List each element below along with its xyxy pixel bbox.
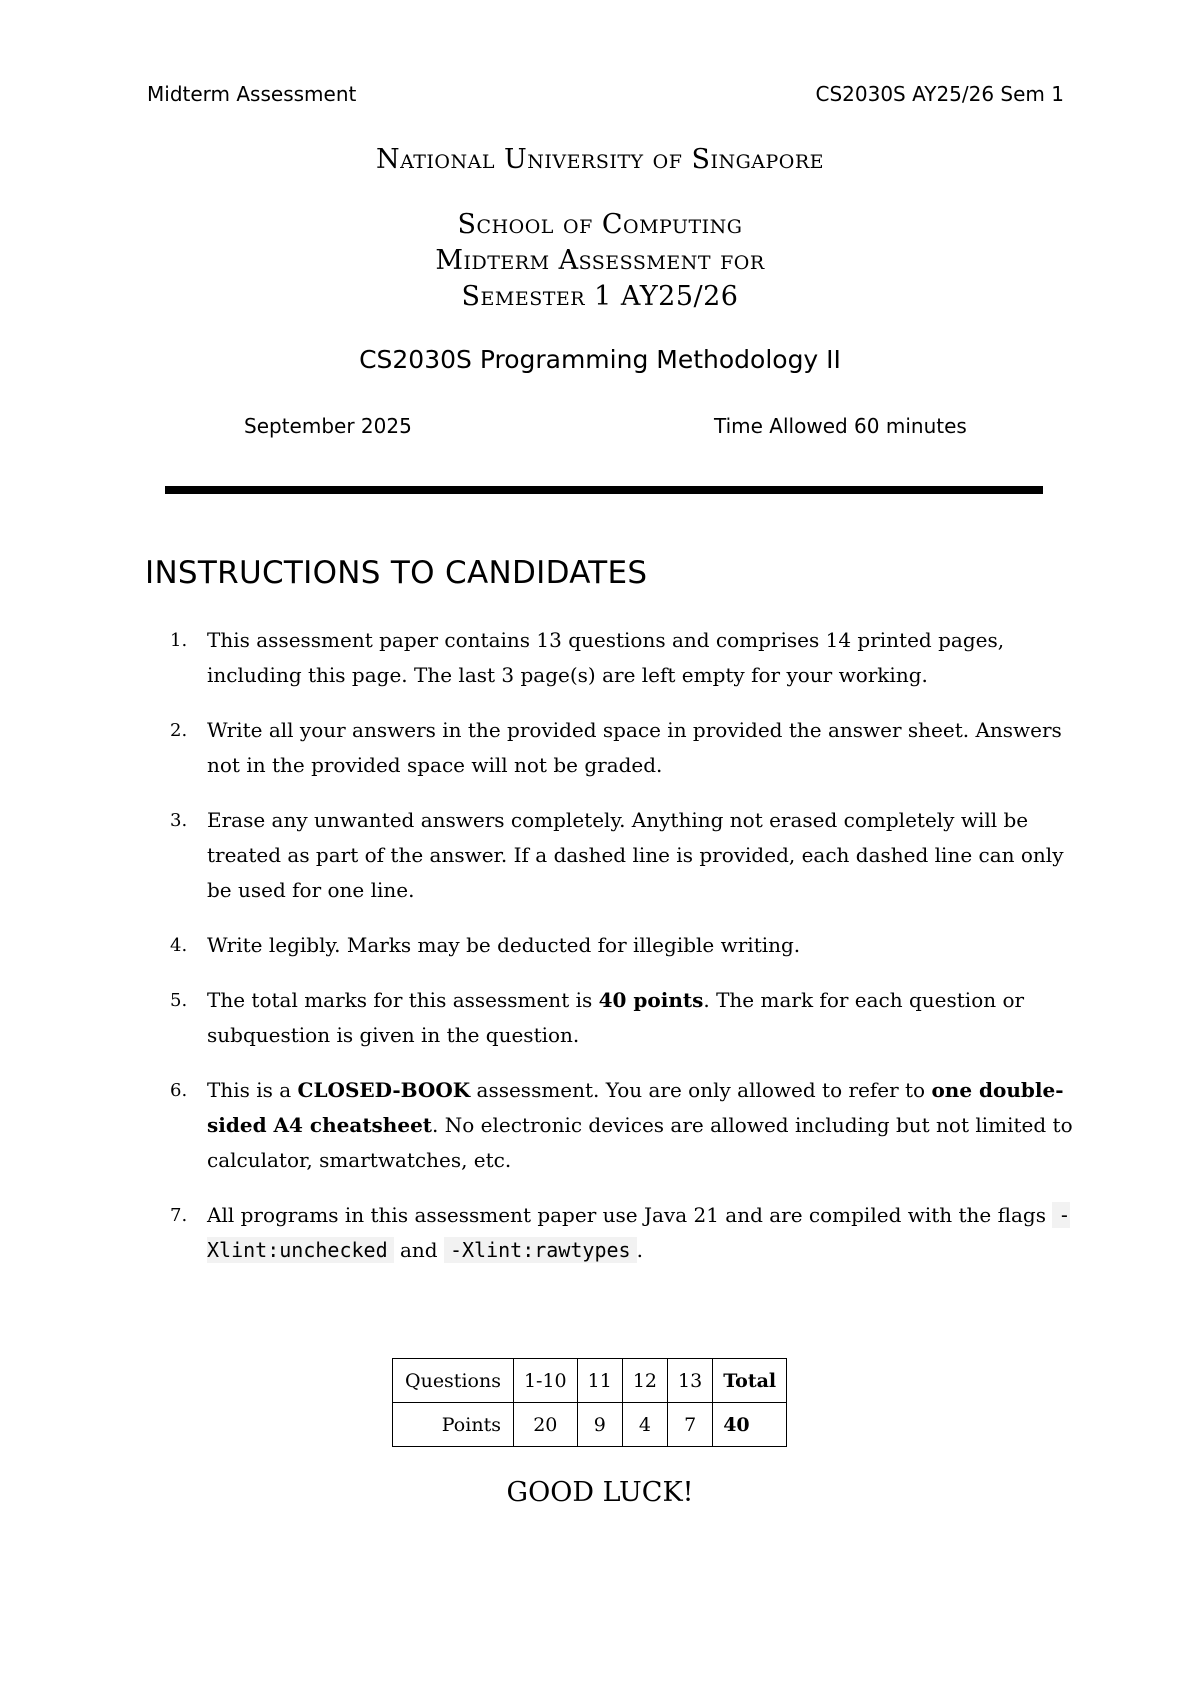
time-allowed: Time Allowed 60 minutes (714, 414, 967, 438)
table-cell: 11 (577, 1359, 622, 1403)
table-total-header: Total (713, 1359, 787, 1403)
code-flag: -Xlint:unchecked (207, 1203, 1071, 1262)
code-flag: -Xlint:rawtypes (444, 1237, 637, 1263)
good-luck-message: GOOD LUCK! (506, 1477, 694, 1508)
course-title: CS2030S Programming Methodology II (359, 345, 841, 374)
instruction-number: 4. (170, 935, 188, 956)
instruction-text: Write legibly. Marks may be deducted for illegible writing. (207, 933, 801, 957)
instruction-text: Erase any unwanted answers completely. Anything not erased completely will be treated as part of the answer. If a dashed line is provided, each dashed line can only be used for one line. (207, 808, 1064, 902)
table-cell: 20 (513, 1403, 577, 1447)
instructions-list (170, 623, 1075, 1288)
university-name: National University of Singapore (375, 144, 825, 175)
table-total-value: 40 (713, 1403, 787, 1447)
table-cell: 12 (622, 1359, 667, 1403)
instruction-item (170, 983, 1075, 1053)
running-header-right: CS2030S AY25/26 Sem 1 (815, 82, 1064, 106)
instruction-text: assessment. You are only allowed to refer to (470, 1078, 932, 1102)
instruction-number: 6. (170, 1080, 188, 1101)
instruction-item (170, 1198, 1075, 1268)
instruction-text: and (393, 1238, 444, 1262)
title-block (0, 207, 1200, 315)
semester-name: Semester 1 AY25/26 (461, 281, 739, 312)
table-cell: 13 (668, 1359, 713, 1403)
instruction-item (170, 803, 1075, 908)
instruction-item (170, 713, 1075, 783)
instruction-number: 3. (170, 810, 188, 831)
school-name: School of Computing (457, 209, 743, 240)
table-cell: 1-10 (513, 1359, 577, 1403)
instructions-heading: INSTRUCTIONS TO CANDIDATES (145, 555, 648, 591)
instruction-bold: CLOSED-BOOK (297, 1078, 471, 1102)
assessment-name: Midterm Assessment for (435, 245, 765, 276)
instruction-number: 2. (170, 720, 188, 741)
points-table (392, 1358, 787, 1447)
instruction-number: 7. (170, 1205, 188, 1226)
table-cell: 4 (622, 1403, 667, 1447)
instruction-text: This assessment paper contains 13 questions and comprises 14 printed pages, including this page. The last 3 page(s) are left empty for your working. (207, 628, 1005, 687)
instruction-text: The total marks for this assessment is (207, 988, 599, 1012)
instruction-text: This is a (207, 1078, 298, 1102)
instruction-item (170, 1073, 1075, 1178)
table-row-label: Questions (393, 1359, 514, 1403)
instruction-bold: 40 points (598, 988, 704, 1012)
instruction-number: 1. (170, 630, 188, 651)
table-cell: 9 (577, 1403, 622, 1447)
instruction-item (170, 928, 1075, 963)
exam-date: September 2025 (244, 414, 412, 438)
title-divider (165, 486, 1043, 494)
instruction-text: All programs in this assessment paper use Java 21 and are compiled with the flags (207, 1203, 1053, 1227)
instruction-text: . No electronic devices are allowed including but not limited to calculator, smartwatches, etc. (207, 1113, 1073, 1172)
table-row (393, 1359, 787, 1403)
table-row (393, 1403, 787, 1447)
table-row-label: Points (393, 1403, 514, 1447)
instruction-text: . (636, 1238, 643, 1262)
instruction-item (170, 623, 1075, 693)
instruction-bold: one double-sided A4 cheatsheet (207, 1078, 1064, 1137)
instruction-text: . The mark for each question or subquestion is given in the question. (207, 988, 1025, 1047)
running-header-left: Midterm Assessment (147, 82, 357, 106)
table-cell: 7 (668, 1403, 713, 1447)
instruction-text: Write all your answers in the provided space in provided the answer sheet. Answers not in the provided space will not be graded. (207, 718, 1062, 777)
instruction-number: 5. (170, 990, 188, 1011)
